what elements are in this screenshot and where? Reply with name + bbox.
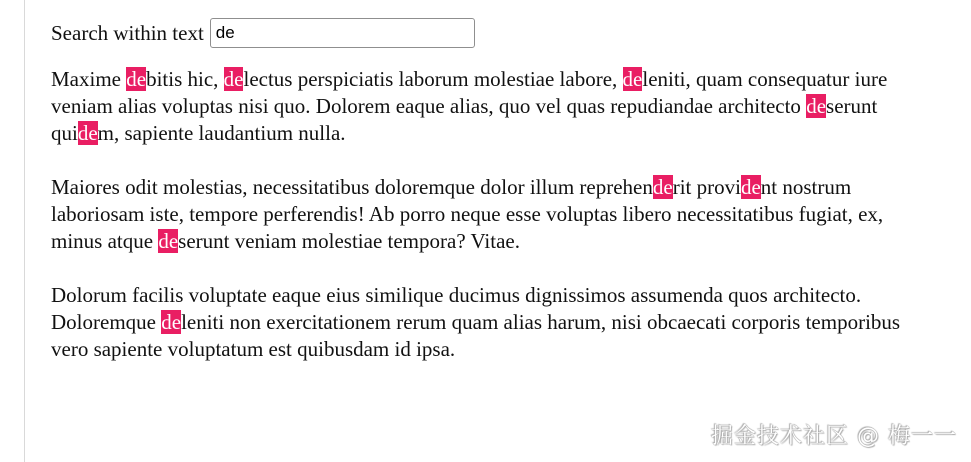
paragraph-2: Maiores odit molestias, necessitatibus doloremque dolor illum reprehenderit provident nostrum laboriosam iste, tempore perferendis! Ab porro neque esse voluptas libero necessitatibus fugiat, ex, minus atque deserunt veniam molestiae tempora? Vitae. bbox=[51, 175, 884, 253]
search-match-highlight: de bbox=[223, 67, 244, 91]
search-demo bbox=[51, 14, 921, 390]
paragraph-1: Maxime debitis hic, delectus perspiciatis laborum molestiae labore, deleniti, quam consequatur iure veniam alias voluptas nisi quo. Dolorem eaque alias, quo vel quas repudiandae architecto deserunt quidem, sapiente laudantium nulla. bbox=[51, 67, 888, 145]
search-match-highlight: de bbox=[161, 310, 182, 334]
search-match-highlight: de bbox=[740, 175, 761, 199]
search-label: Search within text bbox=[51, 20, 204, 45]
search-row bbox=[51, 14, 921, 52]
search-match-highlight: de bbox=[126, 67, 147, 91]
paragraph-3: Dolorum facilis voluptate eaque eius similique ducimus dignissimos assumenda quos architecto. Doloremque deleniti non exercitationem rerum quam alias harum, nisi obcaecati corporis temporibus vero sapiente voluptatum est quibusdam id ipsa. bbox=[51, 283, 901, 361]
search-match-highlight: de bbox=[77, 121, 98, 145]
search-match-highlight: de bbox=[652, 175, 673, 199]
search-match-highlight: de bbox=[806, 94, 827, 118]
search-match-highlight: de bbox=[158, 229, 179, 253]
watermark: 掘金技术社区 @ 梅一一 bbox=[711, 424, 957, 449]
search-input[interactable] bbox=[210, 18, 475, 48]
search-match-highlight: de bbox=[622, 67, 643, 91]
